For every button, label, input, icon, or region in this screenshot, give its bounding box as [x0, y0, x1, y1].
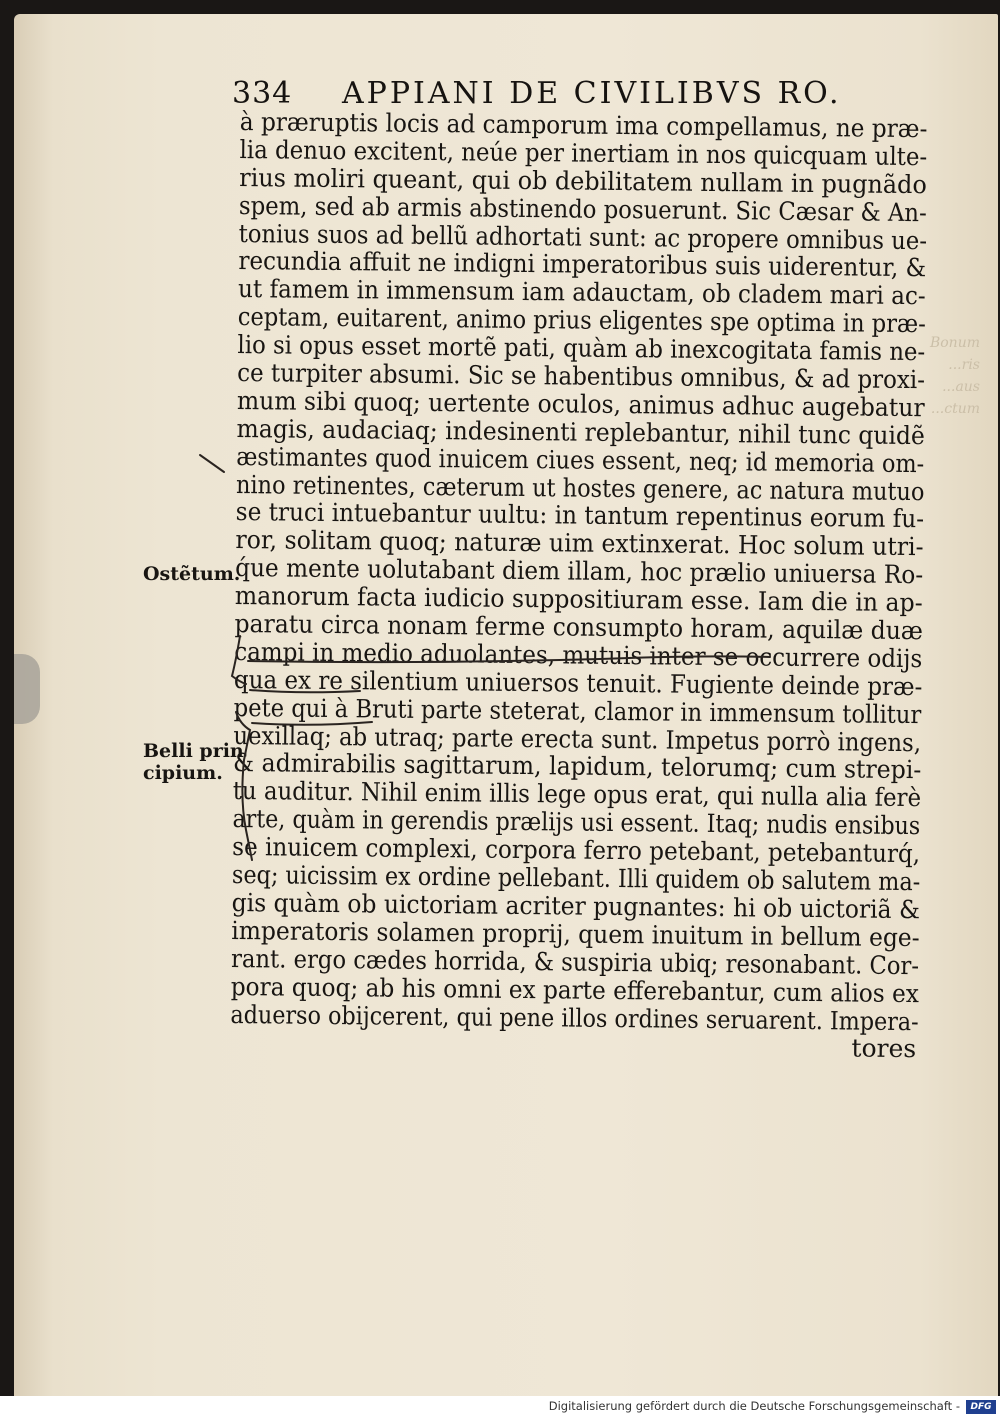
text-line: rius moliri queant, qui ob debilitatem nullam in pugnãdo	[239, 162, 927, 199]
funding-credit: Digitalisierung gefördert durch die Deutsche Forschungsgemeinschaft -	[548, 1399, 960, 1413]
text-line: rant. ergo cædes horrida, & suspiria ubiq; resonabant. Cor-	[230, 943, 920, 980]
text-line: nino retinentes, cæterum ut hostes genere, ac natura mutuo	[235, 469, 925, 506]
text-line: arte, quàm in gerendis prælijs usi essent. Itaq; nudis ensibus	[232, 804, 921, 841]
text-line: lio si opus esset mortẽ pati, quàm ab inexcogitata famis ne-	[237, 330, 926, 367]
text-line: imperatoris solamen proprij, quem inuitum in bellum ege-	[231, 915, 920, 952]
text-line: uexillaq; ab utraq; parte erecta sunt. Impetus porrò ingens,	[233, 720, 922, 757]
text-line: magis, audaciaq; indesinenti replebantur, nihil tunc quidẽ	[236, 413, 926, 450]
bleed-line: Bonum	[929, 335, 980, 351]
text-line: ut famem in immensum iam adauctam, ob cladem mari ac-	[237, 274, 926, 311]
margin-note-ostentum	[143, 563, 240, 585]
bleed-line: ...ctum	[930, 401, 980, 417]
text-line: mum sibi quoq; uertente oculos, animus adhuc augebatur	[236, 385, 925, 423]
margin-note-belli-principium	[143, 740, 244, 784]
margin-note-text: Belli prin	[143, 740, 244, 762]
bleed-line: ...ris	[948, 357, 980, 373]
body-text	[230, 108, 930, 1063]
text-line: spem, sed ab armis abstinendo posuerunt. Sic Cæsar & An-	[238, 190, 927, 227]
text-line: recundia affuit ne indigni imperatoribus suis uiderentur, &	[238, 246, 927, 283]
text-line: pete qui à Bruti parte steterat, clamor in immensum tollitur	[233, 692, 922, 729]
text-line: gis quàm ob uictoriam acriter pugnantes: hi ob uictoriã &	[231, 887, 921, 925]
catchword: tores	[851, 1033, 917, 1064]
text-line: aduerso obijcerent, qui pene illos ordines seruarent. Impera-	[230, 999, 919, 1036]
margin-note-text: cipium.	[143, 762, 223, 784]
text-line: qua ex re silentium uniuersos tenuit. Fugiente deinde præ-	[233, 664, 923, 701]
text-line: se inuicem complexi, corpora ferro petebant, petebanturq́,	[232, 832, 921, 869]
page-tab-edge	[14, 654, 40, 724]
text-line: campi in medio aduolantes, mutuis inter se occurrere odijs	[234, 636, 923, 674]
text-line: pora quoq; ab his omni ex parte efferebantur, cum alios ex	[230, 971, 920, 1008]
text-line: à præruptis locis ad camporum ima compellamus, ne præ-	[239, 107, 928, 144]
text-line: manorum facta iudicio suppositiuram esse. Iam die in ap-	[234, 581, 923, 618]
dfg-logo-icon: DFG	[966, 1400, 996, 1414]
bleed-line: ...aus	[942, 379, 980, 395]
text-line: ror, solitam quoq; naturæ uim extinxerat. Hoc solum utri-	[235, 525, 924, 562]
text-line: tu auditur. Nihil enim illis lege opus erat, qui nulla alia ferè	[232, 776, 922, 813]
page-number: 334	[232, 76, 293, 111]
text-line: se truci intuebantur uultu: in tantum repentinus eorum fu-	[235, 497, 925, 534]
text-line: ce turpiter absumi. Sic se habentibus omnibus, & ad proxi-	[237, 358, 926, 395]
text-line: lia denuo excitent, neúe per inertiam in nos quicquam ulte-	[239, 134, 928, 172]
text-line: seq; uicissim ex ordine pellebant. Illi quidem ob salutem ma-	[231, 860, 921, 897]
running-header	[232, 76, 932, 112]
margin-note-text: Ostẽtum.	[143, 563, 241, 585]
footer-bar	[0, 1396, 1000, 1419]
running-title: APPIANI DE CIVILIBVS RO.	[342, 76, 842, 111]
text-line: ceptam, euitarent, animo prius eligentes spe optima in præ-	[237, 302, 926, 339]
text-line: & admirabilis sagittarum, lapidum, telorumq; cum strepi-	[232, 748, 922, 785]
text-line: q́ue mente uolutabant diem illam, hoc prælio uniuersa Ro-	[235, 553, 924, 590]
text-line: æstimantes quod inuicem ciues essent, neq; id memoria om-	[236, 441, 925, 478]
text-line: tonius suos ad bellũ adhortati sunt: ac propere omnibus ue-	[238, 218, 928, 255]
bleed-through-text	[920, 332, 980, 420]
text-line: paratu circa nonam ferme consumpto horam, aquilæ duæ	[234, 609, 924, 646]
